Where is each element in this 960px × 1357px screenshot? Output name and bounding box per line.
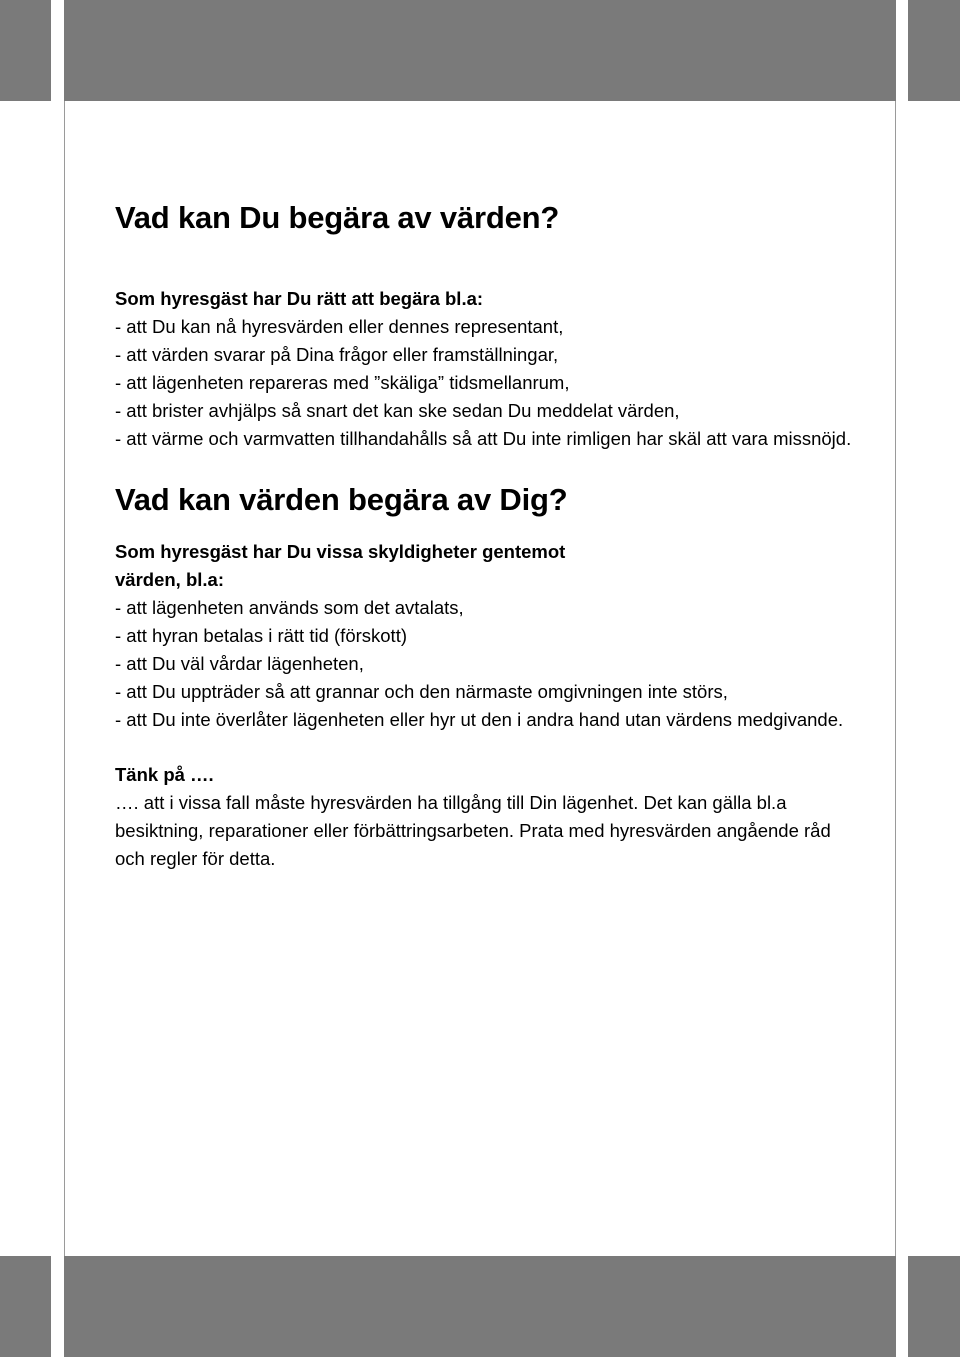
list-tenant-rights	[115, 313, 855, 453]
list-item: - att Du väl vårdar lägenheten,	[115, 653, 364, 674]
heading-remember: Tänk på ….	[115, 764, 214, 785]
remember-text: …. att i vissa fall måste hyresvärden ha tillgång till Din lägenhet. Det kan gälla bl.a besiktning, reparationer eller förbättringsarbeten. Prata med hyresvärden angående råd och regler för detta.	[115, 792, 831, 869]
left-margin-rule	[64, 101, 65, 1256]
heading-tenant-rights: Vad kan Du begära av värden?	[115, 200, 560, 235]
list-item: - att hyran betalas i rätt tid (förskott)	[115, 625, 407, 646]
lead-tenant-obligations: Som hyresgäst har Du vissa skyldigheter gentemot värden, bl.a:	[115, 541, 566, 590]
list-item: - att brister avhjälps så snart det kan ske sedan Du meddelat värden,	[115, 400, 680, 421]
heading-landlord-demands: Vad kan värden begära av Dig?	[115, 482, 568, 517]
header-band-left	[0, 0, 51, 101]
list-item: - att lägenheten används som det avtalats,	[115, 597, 464, 618]
list-item: - att Du kan nå hyresvärden eller dennes representant,	[115, 316, 564, 337]
document-body	[115, 196, 855, 873]
list-item: - att Du uppträder så att grannar och den närmaste omgivningen inte störs,	[115, 681, 728, 702]
list-item: - att värme och varmvatten tillhandahålls så att Du inte rimligen har skäl att vara missnöjd.	[115, 428, 852, 449]
lead-tenant-rights: Som hyresgäst har Du rätt att begära bl.a:	[115, 288, 484, 309]
list-item: - att lägenheten repareras med ”skäliga” tidsmellanrum,	[115, 372, 570, 393]
list-item: - att värden svarar på Dina frågor eller framställningar,	[115, 344, 559, 365]
right-margin-rule	[895, 101, 896, 1256]
footer-band-right	[908, 1256, 960, 1357]
header-band	[64, 0, 896, 101]
header-band-right	[908, 0, 960, 101]
footer-band	[64, 1256, 896, 1357]
footer-band-left	[0, 1256, 51, 1357]
list-item: - att Du inte överlåter lägenheten eller hyr ut den i andra hand utan värdens medgivande.	[115, 709, 844, 730]
list-tenant-obligations	[115, 594, 855, 734]
